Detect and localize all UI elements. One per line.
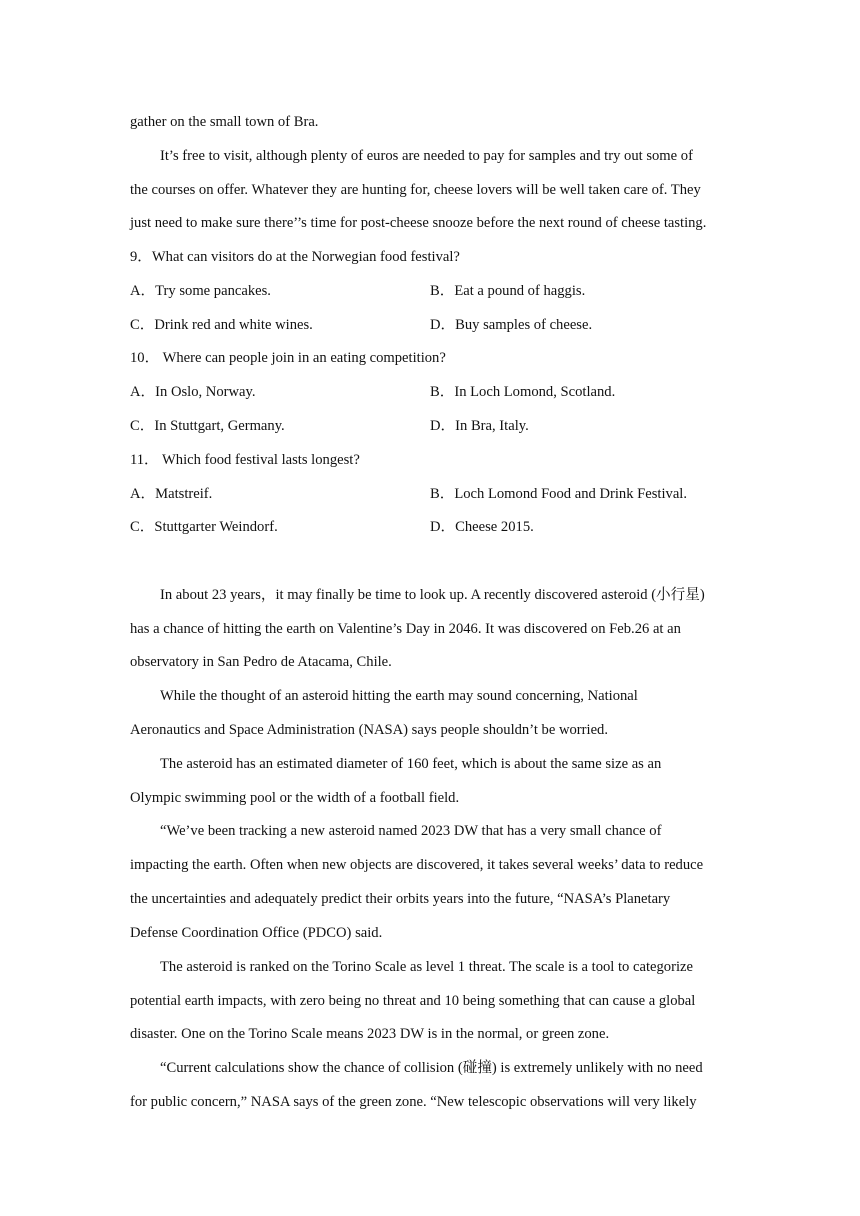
passage-d-line: has a chance of hitting the earth on Valentine’s Day in 2046. It was discovered on Feb.26 at an: [130, 621, 681, 637]
q10-option-a: A．In Oslo, Norway.: [130, 384, 256, 400]
passage-d-line: Olympic swimming pool or the width of a football field.: [130, 790, 460, 806]
passage-d-line: While the thought of an asteroid hitting the earth may sound concerning, National: [160, 688, 638, 704]
question-11-stem: 11． Which food festival lasts longest?: [130, 452, 360, 468]
passage-c-line: It’s free to visit, although plenty of euros are needed to pay for samples and try out some of: [160, 148, 693, 164]
passage-d-line: for public concern,” NASA says of the green zone. “New telescopic observations will very likely: [130, 1094, 697, 1110]
passage-d-line: Aeronautics and Space Administration (NASA) says people shouldn’t be worried.: [130, 722, 608, 738]
q10-option-c: C．In Stuttgart, Germany.: [130, 418, 285, 434]
question-9-stem: 9．What can visitors do at the Norwegian food festival?: [130, 249, 460, 265]
passage-d-line: disaster. One on the Torino Scale means 2023 DW is in the normal, or green zone.: [130, 1026, 610, 1042]
q11-option-c: C．Stuttgarter Weindorf.: [130, 519, 278, 535]
q9-option-d: D．Buy samples of cheese.: [430, 317, 593, 333]
passage-d-line: In about 23 years，it may finally be time to look up. A recently discovered asteroid (小行星): [160, 587, 705, 603]
passage-c-line: the courses on offer. Whatever they are hunting for, cheese lovers will be well taken care of. They: [130, 182, 701, 198]
passage-d-line: potential earth impacts, with zero being no threat and 10 being something that can cause a global: [130, 993, 696, 1009]
passage-d-line: observatory in San Pedro de Atacama, Chile.: [130, 654, 392, 670]
q10-option-d: D．In Bra, Italy.: [430, 418, 529, 434]
passage-d-line: The asteroid is ranked on the Torino Scale as level 1 threat. The scale is a tool to categorize: [160, 959, 693, 975]
passage-d-line: Defense Coordination Office (PDCO) said.: [130, 925, 383, 941]
passage-d-line: The asteroid has an estimated diameter of 160 feet, which is about the same size as an: [160, 756, 662, 772]
passage-d-line: the uncertainties and adequately predict their orbits years into the future, “NASA’s Planetary: [130, 891, 671, 907]
q11-option-d: D．Cheese 2015.: [430, 519, 534, 535]
passage-d-line: impacting the earth. Often when new objects are discovered, it takes several weeks’ data to reduce: [130, 857, 704, 873]
question-10-stem: 10． Where can people join in an eating competition?: [130, 350, 446, 366]
passage-d-line: “We’ve been tracking a new asteroid named 2023 DW that has a very small chance of: [160, 823, 662, 839]
q10-option-b: B．In Loch Lomond, Scotland.: [430, 384, 616, 400]
q9-option-c: C．Drink red and white wines.: [130, 317, 313, 333]
q9-option-b: B．Eat a pound of haggis.: [430, 283, 586, 299]
passage-c-line: gather on the small town of Bra.: [130, 114, 319, 130]
q11-option-b: B．Loch Lomond Food and Drink Festival.: [430, 486, 687, 502]
q11-option-a: A．Matstreif.: [130, 486, 213, 502]
passage-d-line: “Current calculations show the chance of collision (碰撞) is extremely unlikely with no need: [160, 1060, 703, 1076]
q9-option-a: A．Try some pancakes.: [130, 283, 271, 299]
passage-c-line: just need to make sure there’’s time for post-cheese snooze before the next round of cheese tasting.: [130, 215, 707, 231]
